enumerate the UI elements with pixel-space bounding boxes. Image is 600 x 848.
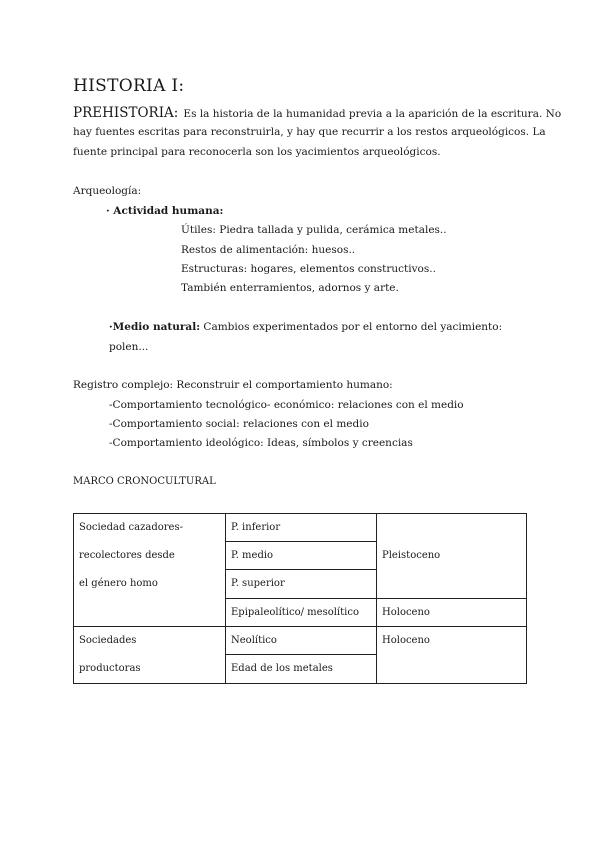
prehistoria-text-3: fuente principal para reconocerla son los yacimientos arqueológicos. [73,146,441,158]
registro-item: -Comportamiento ideológico: Ideas, símbolos y creencias [109,437,413,449]
actividad-item: Útiles: Piedra tallada y pulida, cerámica metales.. [181,224,447,236]
prehistoria-text-2: hay fuentes escritas para reconstruirla, y hay que recurrir a los restos arqueológicos. La [73,126,546,138]
group1-cell [74,514,226,599]
actividad-item: Restos de alimentación: huesos.. [181,244,356,256]
period-cell: P. medio [226,542,377,570]
prehistoria-line1 [73,102,561,121]
table-row [74,626,527,655]
group2-cell [74,626,226,683]
group2-line: productoras [79,662,141,674]
medio-natural-label: ·Medio natural: [109,321,201,333]
arqueologia-label: Arqueología: [73,185,142,197]
actividad-humana-label: · Actividad humana: [106,205,224,217]
registro-item: -Comportamiento social: relaciones con el medio [109,418,369,430]
group1-cell-empty [74,598,226,626]
period-cell: P. inferior [226,514,377,542]
actividad-item: También enterramientos, adornos y arte. [181,282,399,294]
page-title: HISTORIA I: [73,76,185,96]
group1-line: recolectores desde [79,550,175,561]
holoceno-cell: Holoceno [377,598,527,626]
marco-heading: MARCO CRONOCULTURAL [73,476,216,487]
table-row [74,598,527,626]
marco-cronocultural-table [73,513,527,684]
medio-natural-text: Cambios experimentados por el entorno del yacimiento: [203,321,503,333]
group1-line: Sociedad cazadores- [79,522,183,533]
registro-item: -Comportamiento tecnológico- económico: relaciones con el medio [109,399,464,411]
medio-natural-text-2: polen... [109,341,149,353]
prehistoria-text-1: Es la historia de la humanidad previa a la aparición de la escritura. No [183,108,562,120]
table-row [74,514,527,542]
actividad-item: Estructuras: hogares, elementos constructivos.. [181,263,436,275]
registro-label: Registro complejo: Reconstruir el comportamiento humano: [73,379,393,391]
period-cell: Epipaleolítico/ mesolítico [226,598,377,626]
period-cell: P. superior [226,570,377,598]
group2-line: Sociedades [79,634,137,646]
period-cell: Neolítico [226,626,377,655]
medio-natural-line [109,321,502,333]
pleistoceno-cell: Pleistoceno [377,514,527,599]
group1-line: el género homo [79,578,158,589]
period-cell: Edad de los metales [226,655,377,684]
holoceno-cell: Holoceno [377,626,527,683]
prehistoria-label: PREHISTORIA: [73,105,179,121]
